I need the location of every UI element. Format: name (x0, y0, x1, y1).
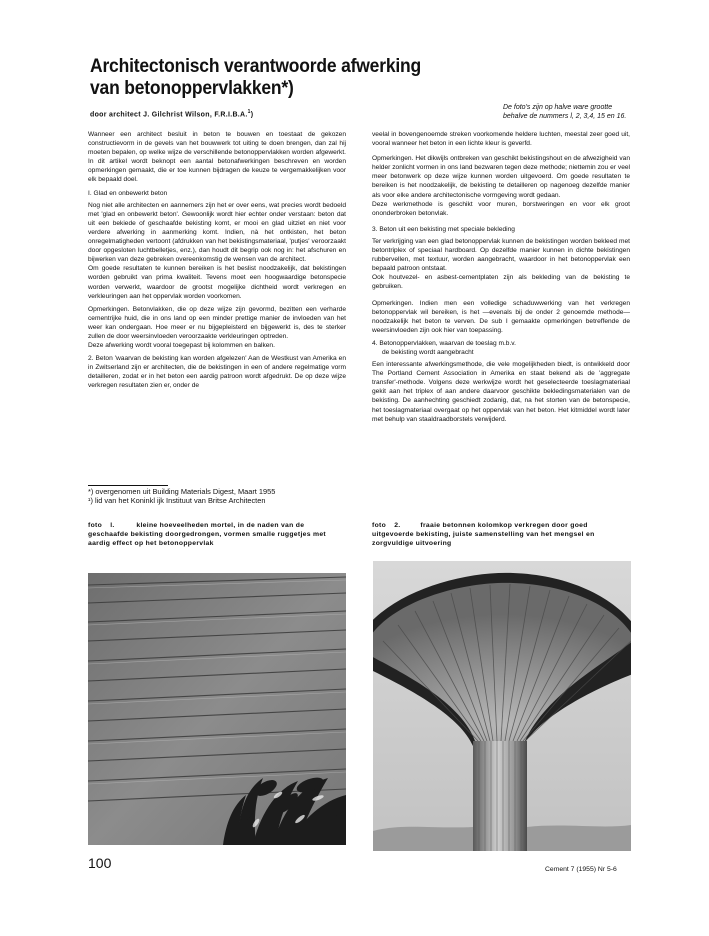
footnote-rule (88, 485, 168, 486)
footnote-1: *) overgenomen uit Building Materials Digest, Maart 1955 (88, 487, 276, 496)
paragraph: 2. Beton 'waarvan de bekisting kan worden afgelezen' Aan de Westkust van Amerika en in Zwitserland zijn er architecten, die de bekistingen in een of andere regelmatige vorm detailleren, zodat er in het beton een aardig patroon wordt afgedrukt. De op deze wijze verkregen resultaten zien er, onder de (88, 355, 346, 390)
caption-number: l. (110, 522, 115, 529)
heading-line-1: 4. Betonoppervlakken, waarvan de toeslag m.b.v. (372, 339, 516, 347)
paragraph: Ook houtvezel- en asbest-cementplaten zijn als bekleding van de bekisting te gebruiken. (372, 274, 630, 291)
caption-text: kleine hoeveelheden mortel, in de naden van de geschaafde bekisting doorgedrongen, vormen smalle ruggetjes met aardig effect op het betonoppervlak (88, 522, 326, 548)
left-column (88, 130, 346, 395)
author-name: door architect J. Gilchrist Wilson, F.R.I.B.A. (90, 111, 248, 119)
paragraph: Om goede resultaten te kunnen bereiken is het beslist noodzakelijk, dat bekistingen worden gebruikt van prima kwaliteit. Tevens moet een hoogwaardige betonspecie worden verwerkt, waardoor de grootst mogelijke dichtheid wordt verkregen en verkleuringen aan het oppervlak worden voorkomen. (88, 265, 346, 300)
right-column (372, 130, 630, 428)
photo-1-board-marked-concrete (88, 573, 346, 845)
photo-note-line-2: behalve de nummers l, 2, 3,4, 15 en 16. (503, 113, 627, 120)
photo-2-column-head (373, 561, 631, 851)
author-footnote-mark: 1 (247, 109, 251, 115)
section-heading-4 (372, 339, 630, 357)
paragraph: Opmerkingen. Het dikwijls ontbreken van geschikt bekistingshout en de afwezigheid van helder zonlicht vormen in ons land bezwaren tegen deze methode; niettemin zou er veel meer betonwerk op deze wijze kunnen worden uitgevoerd. Om goede resultaten te bereiken is het noodzakelijk, de bekisting te detailleren op nagenoeg dezelfde manier als voor elke andere architectonische vormgeving wordt gedaan. (372, 155, 630, 199)
journal-reference: Cement 7 (1955) Nr 5-6 (545, 866, 617, 873)
title-line-1: Architectonisch verantwoorde afwerking (90, 56, 422, 77)
title-line-2: van betonoppervlakken*) (90, 78, 294, 99)
paragraph: Deze werkmethode is geschikt voor muren, borstweringen en voor elk groot ononderbroken betonvlak. (372, 200, 630, 217)
author-line (90, 109, 253, 118)
footnotes (88, 487, 348, 505)
heading-line-2: de bekisting wordt aangebracht (382, 348, 474, 356)
article-title (90, 56, 421, 100)
photo-scale-note (503, 103, 653, 121)
caption-number: 2. (394, 522, 401, 529)
paragraph: Deze afwerking wordt vooral toegepast bij kolommen en balken. (88, 342, 275, 350)
section-heading: 3. Beton uit een bekisting met speciale bekleding (372, 225, 515, 233)
photo-note-line-1: De foto's zijn op halve ware grootte (503, 104, 613, 111)
paragraph: Een interessante afwerkingsmethode, die vele mogelijkheden biedt, is ontwikkeld door The Portland Cement Association in Amerika en staat bekend als de 'aggregate transfer'-methode. Volgens deze werkwijze wordt het geselecteerde toeslagmateriaal gekit aan het triplex of aan andere daarvoor geschikte bekledingsmaterialen van de bekisting. De aanhechting geschiedt zodanig, dat, na het storten van de betonspecie, het toeslagmateriaal overgaat op het oppervlak van het beton. Het kitmiddel wordt later met behulp van staaldraadborstels verwijderd. (372, 361, 630, 423)
caption-label: foto (88, 522, 103, 529)
photo-1-caption (88, 521, 346, 549)
footnote-2: ¹) lid van het Koninkl ijk Instituut van Britse Architecten (88, 496, 266, 505)
paragraph: Nog niet alle architecten en aannemers zijn het er over eens, wat precies wordt bedoeld met 'glad en onbewerkt beton'. Gewoonlijk wordt hier echter onder verstaan: beton dat uit een bekiede of geschaafde bekisting komt, er mooi en glad uitziet en niet voor verdere afwerking in aanmerking komt. Indien, nà het ontkisten, het beton onregelmatigheden vertoont (afdrukken van het bekistingsmateriaal, 'putjes' veroorzaakt door opgesloten luchtbelletjes, enz.), dan houdt dit begrip ook nog in: het afschuren en bijwerken van deze gebreken overeenkomstig de wensen van de architect. (88, 201, 346, 264)
author-paren: ) (250, 111, 254, 119)
paragraph: Wanneer een architect besluit in beton te bouwen en toestaat de gekozen constructievorm in de gevels van het bouwwerk tot uiting te doen brengen, dan zal hij moeten bepalen, op welke wijze de verschillende betonoppervlakken worden afgewerkt. In dit artikel wordt beknopt een aantal betonafwerkingen beschreven en worden opmerkingen gemaakt, die er toe kunnen bijdragen de keuze te vergemakkelijken voor elk bepaald doel. (88, 131, 346, 184)
paragraph: Ter verkrijging van een glad betonoppervlak kunnen de bekistingen worden bekleed met betontriplex of speciaal hardboard. Op dezelfde manier kunnen in dichte bekistingen rubbervellen, met textuur, worden aangebracht, waardoor in het betonoppervlak een bepaald patroon ontstaat. (372, 237, 630, 273)
paragraph: Opmerkingen. Betonvlakken, die op deze wijze zijn gevormd, bezitten een verharde cementrijke huid, die in ons land op een minder prettige manier de invloeden van het weer kan ondergaan. Hoe meer er nu bijgepleisterd en bijgewerkt is, des te sterker zullen de door weersinvloeden veroorzaakte verkleuringen optreden. (88, 305, 346, 340)
page-number: 100 (88, 855, 112, 871)
caption-text: fraaie betonnen kolomkop verkregen door goed uitgevoerde bekisting, juiste samenstelling van het mengsel en zorgvuldige uitvoering (372, 522, 595, 548)
section-heading: I. Glad en onbewerkt beton (88, 189, 168, 197)
paragraph: veelal in bovengenoemde streken voorkomende heldere luchten, meestal zeer goed uit, vooral wanneer het beton in een lichte kleur is geverfd. (372, 131, 630, 148)
caption-label: foto (372, 522, 387, 529)
photo-2-caption (372, 521, 630, 549)
paragraph: Opmerkingen. Indien men een volledige schaduwwerking van het verkregen betonoppervlak wil bereiken, is het —evenals bij de onder 2 genoemde methode— noodzakelijk het beton te verven. De sub I gemaakte opmerkingen betreffende de weersinvloeden zijn ook hier van toepassing. (372, 299, 630, 334)
